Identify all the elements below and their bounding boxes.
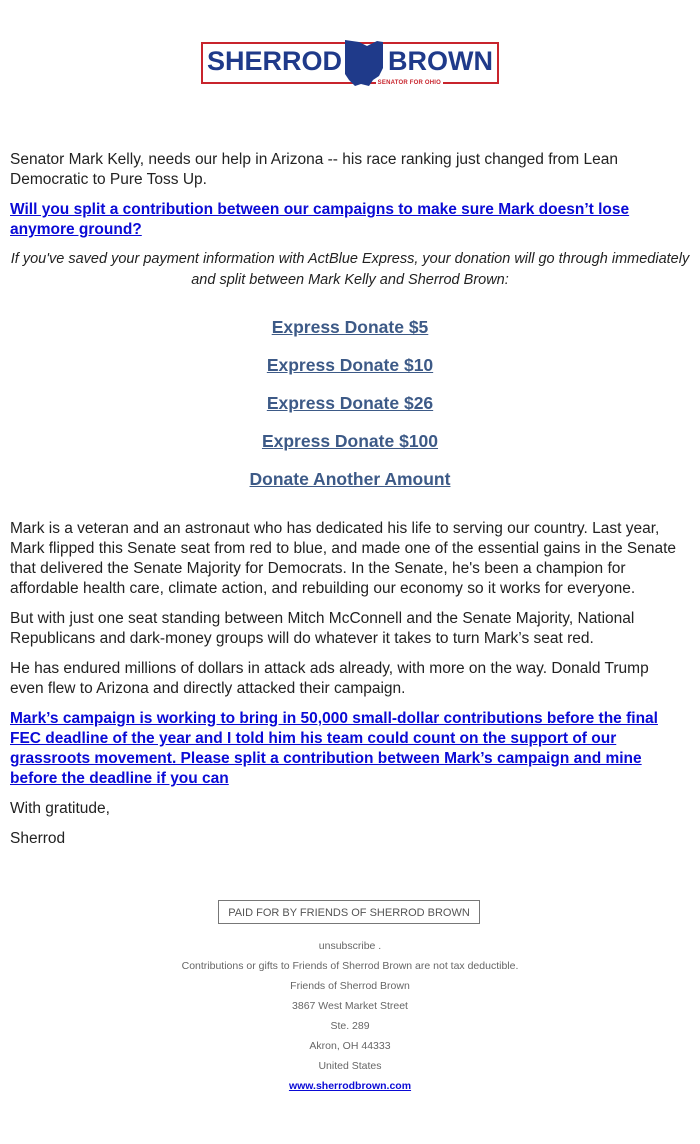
paid-for-disclaimer: PAID FOR BY FRIENDS OF SHERROD BROWN [218,900,480,924]
express-donate-100-button[interactable]: Express Donate $100 [261,431,439,451]
donate-another-amount-button[interactable]: Donate Another Amount [249,469,451,489]
tax-note: Contributions or gifts to Friends of Sherrod Brown are not tax deductible. [181,960,519,972]
header-logo-area [0,38,700,91]
logo-name-right: BROWN [388,46,493,76]
body-paragraph-3: He has endured millions of dollars in attack ads already, with more on the way. Donald Trump even flew to Arizona and directly attacked their campaign. [10,660,649,697]
logo-name-left: SHERROD [207,46,343,76]
logo-tagline: SENATOR FOR OHIO [377,80,441,86]
footer-country: United States [318,1060,382,1072]
footer-street: 3867 West Market Street [292,1000,408,1012]
split-contribution-link[interactable]: Will you split a contribution between our campaigns to make sure Mark doesn’t lose anymore ground? [10,201,630,238]
express-donate-26-button[interactable]: Express Donate $26 [266,393,434,413]
express-donate-10-button[interactable]: Express Donate $10 [266,355,434,375]
footer-website-row [0,1079,700,1093]
signature: Sherrod [10,830,66,847]
intro-text: Senator Mark Kelly, needs our help in Arizona -- his race ranking just changed from Lean Democratic to Pure Toss Up. [10,151,618,188]
express-note: If you've saved your payment information with ActBlue Express, your donation will go through immediately and split between Mark Kelly and Sherrod Brown: [10,251,690,288]
footer-suite: Ste. 289 [330,1020,370,1032]
closing-paragraph [10,709,685,789]
closing-contribution-link[interactable]: Mark’s campaign is working to bring in 50,000 small-dollar contributions before the final FEC deadline of the year and I told him his team could count on the support of our grassroots movement. Please split a contribution between Mark’s campaign and mine before the deadline if you can [10,710,658,787]
unsubscribe-text[interactable]: unsubscribe . [318,940,382,952]
footer-city: Akron, OH 44333 [309,1040,391,1052]
footer-org: Friends of Sherrod Brown [290,980,410,992]
express-donate-5-button[interactable]: Express Donate $5 [271,317,429,337]
sherrod-brown-logo [201,38,499,86]
body-paragraph-2: But with just one seat standing between Mitch McConnell and the Senate Majority, National Republicans and dark-money groups will do whatever it takes to turn Mark’s seat red. [10,610,635,647]
ask-paragraph [10,200,685,240]
body-paragraph-1: Mark is a veteran and an astronaut who has dedicated his life to serving our country. Last year, Mark flipped this Senate seat from red to blue, and made one of the essential gains in the Senate that delivered the Senate Majority for Democrats. In the Senate, he's been a champion for affordable health care, climate action, and rebuilding our economy so it works for everyone. [10,520,677,597]
website-link[interactable]: www.sherrodbrown.com [288,1080,412,1092]
signoff: With gratitude, [10,800,110,817]
